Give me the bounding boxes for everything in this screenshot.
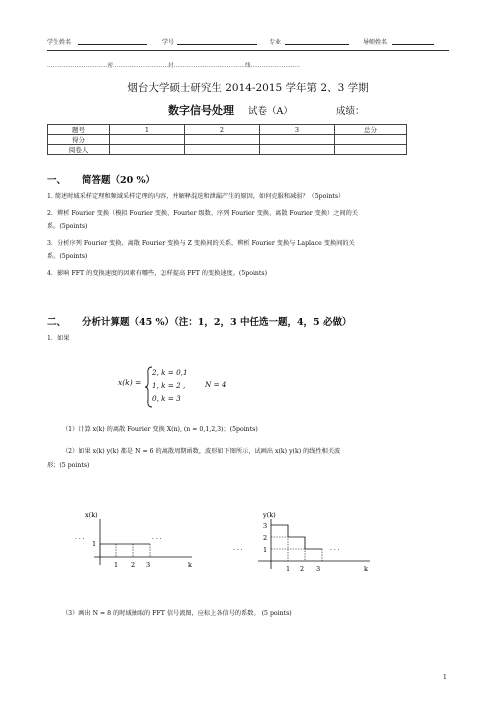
student-name-label: 学生姓名 [47,39,72,46]
q1-3: 3．分析序列 Fourier 变换、离散 Fourier 变换与 Z 变换间的关系，辨析 Fourier 变换与 Laplace 变换间的关 [47,240,355,247]
fig-y-xlabel: k [364,565,368,573]
fig-x-xlabel: k [188,561,192,569]
figure-y [232,503,382,579]
exam-title: 烟台大学硕士研究生 2014-2015 学年第 2、3 学期 [127,82,369,94]
formula-lhs: x(k) = [118,378,142,387]
fig-x-level-label: 1 [92,540,97,548]
grader-input-cell[interactable] [110,145,185,155]
section1-number: 一、 [47,175,67,186]
student-name-blank[interactable] [78,44,147,45]
q1-2-cont: 系。(5points) [47,223,88,230]
formula-case-1: 2, k = 0,1 [152,368,188,377]
figure-x [75,503,210,575]
score-label: 成绩： [336,106,365,117]
q1-2: 2．辨析 Fourier 变换（模拟 Fourier 变换、Fourier 级数、序列 Fourier 变换、离散 Fourier 变换）之间的关 [47,210,358,217]
fig-y-tick: 3 [316,565,321,573]
header-rule [47,50,449,51]
table-header-cell: 2 [185,125,260,135]
q2-1-sub2-cont: 形；(5 points) [47,462,90,469]
q1-3-cont: 系。(5points) [47,253,88,260]
score-input-cell[interactable] [260,135,335,145]
q2-1-intro: 1．如果 [47,335,70,342]
major-blank[interactable] [285,44,349,45]
fig-y-level-2: 2 [263,534,268,542]
grader-input-cell[interactable] [185,145,260,155]
fig-x-ellipsis-right: · · · [152,536,162,543]
table-header-cell: 1 [110,125,185,135]
formula-case-3: 0, k = 3 [152,394,181,403]
major-label: 专业 [269,39,282,46]
fig-x-tick: 3 [146,561,151,569]
table-header-cell: 题号 [48,125,110,135]
score-input-cell[interactable] [335,135,407,145]
seal-line: ……………………………密…………………………封…………………………………线……………………… [47,63,301,69]
table-cell: 得分 [48,135,110,145]
student-id-label: 学号 [162,39,175,46]
student-id-blank[interactable] [177,44,257,45]
table-row [48,135,407,145]
score-table [47,124,407,155]
q2-1-sub1: （1）计算 x(k) 的离散 Fourier 变换 X(n), (n = 0,1,2,3)；(5points) [62,426,258,433]
fig-x-ellipsis-left: · · · [75,536,85,543]
course-name: 数字信号处理 [168,104,234,117]
fig-x-ylabel: x(k) [85,511,98,519]
fig-y-tick: 2 [300,565,305,573]
section2-number: 二、 [47,317,67,328]
advisor-blank[interactable] [392,44,434,45]
fig-y-step-line [271,525,322,549]
page-number: 1 [443,674,447,681]
q2-1-sub3: （3）画出 N = 8 的时域抽取的 FFT 信号流图，应标上各信号的系数。 (5 points) [62,610,292,617]
score-input-cell[interactable] [185,135,260,145]
table-cell: 阅卷人 [48,145,110,155]
advisor-label: 导师姓名 [363,39,388,46]
q1-1: 1. 简述时域采样定理和频域采样定理的内容，并解释混迭和泄漏产生的原因，如何克服和减弱？（5points） [47,193,345,200]
q2-1-sub2: （2）如果 x(k) y(k) 都是 N = 6 的离散周期函数，波形如下图所示，试画出 x(k) y(k) 的线性相关波 [62,448,341,455]
fig-y-ylabel: y(k) [263,511,276,519]
formula-case-2: 1, k = 2 , [152,381,186,390]
fig-x-tick: 2 [131,561,136,569]
table-row [48,145,407,155]
grader-input-cell[interactable] [260,145,335,155]
fig-y-tick: 1 [286,565,291,573]
fig-y-ellipsis-left: · · · [233,547,243,554]
table-header-cell: 3 [260,125,335,135]
table-header-cell: 总分 [335,125,407,135]
paper-label: 试卷（A） [248,106,293,117]
fig-y-ellipsis-right: · · · [330,547,340,554]
section1-title: 简答题（20 %） [82,175,156,186]
section2-title: 分析计算题（45 %）（注：1，2，3 中任选一题，4，5 必做） [82,317,352,328]
fig-y-level-1: 1 [263,546,268,554]
score-input-cell[interactable] [110,135,185,145]
fig-x-tick: 1 [114,561,119,569]
grader-input-cell[interactable] [335,145,407,155]
formula-period: N = 4 [205,380,227,389]
fig-y-level-3: 3 [263,522,268,530]
q1-4: 4．影响 FFT 的变换速度的因素有哪些，怎样提高 FFT 的变换速度。(5points) [47,270,267,277]
